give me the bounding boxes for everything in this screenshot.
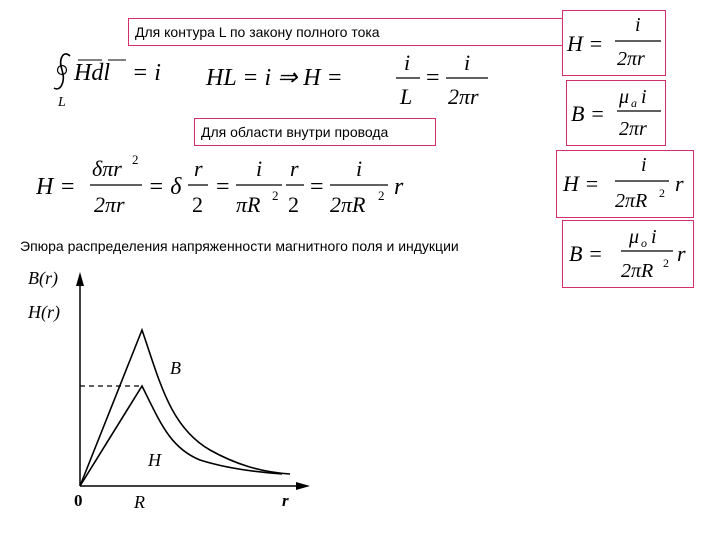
integral-equals-i: = i: [132, 60, 161, 86]
eq-sign: =: [426, 65, 440, 91]
svg-text:i: i: [651, 226, 657, 248]
svg-text:H =: H =: [567, 31, 604, 56]
f1-num-sup: 2: [132, 152, 139, 167]
svg-text:μ: μ: [619, 86, 630, 108]
line2-lhs: H =: [36, 174, 76, 200]
integral-sub-L: L: [58, 95, 66, 110]
integral-body: Hdl: [74, 60, 110, 86]
svg-text:r: r: [677, 241, 686, 266]
svg-text:2πR: 2πR: [615, 190, 648, 212]
frac1-den: L: [400, 84, 413, 109]
f4-num: r: [290, 156, 299, 181]
svg-text:i: i: [635, 14, 641, 36]
x-axis-arrow-icon: [296, 482, 310, 490]
svg-text:μ: μ: [629, 226, 640, 248]
svg-text:r: r: [675, 171, 684, 196]
formula-box-h-inside: [556, 150, 694, 218]
line2-tail: r: [394, 174, 404, 200]
r-tick-label: R: [134, 492, 145, 512]
svg-text:H =: H =: [563, 171, 600, 196]
curve-h: [80, 386, 282, 486]
frac2-den: 2πr: [448, 84, 479, 109]
curve-b: [80, 330, 290, 486]
svg-text:B =: B =: [569, 241, 603, 266]
f5-den: 2πR: [330, 192, 366, 217]
formula-box-h-outside: [562, 10, 666, 76]
inside-wire-label: Для области внутри провода: [194, 118, 436, 146]
svg-text:i: i: [641, 154, 647, 176]
y-label-b: B(r): [28, 268, 58, 288]
svg-text:2πR: 2πR: [621, 260, 654, 282]
f4-den: 2: [288, 192, 299, 217]
frac1-num: i: [404, 50, 411, 75]
ampere-law-formula: [48, 48, 508, 118]
f1-num: δπr: [92, 156, 122, 181]
y-label-h: H(r): [28, 302, 60, 322]
formula-box-b-outside: [566, 80, 666, 146]
svg-text:B =: B =: [571, 101, 605, 126]
contour-label: Для контура L по закону полного тока: [128, 18, 574, 46]
f2-den: 2: [192, 192, 203, 217]
field-distribution-graph: [20, 262, 320, 522]
eq3: =: [310, 174, 324, 200]
svg-text:i: i: [641, 86, 647, 108]
formula-box-b-inside: [562, 220, 694, 288]
f3-den-sup: 2: [272, 188, 279, 203]
svg-text:o: o: [641, 236, 647, 250]
eq2: =: [216, 174, 230, 200]
inside-field-formula: [36, 150, 416, 222]
y-axis-arrow-icon: [76, 272, 84, 286]
f5-den-sup: 2: [378, 188, 385, 203]
f5-num: i: [356, 156, 363, 181]
f3-den: πR: [236, 192, 261, 217]
svg-text:2: 2: [663, 256, 669, 270]
epure-title: Эпюра распределения напряженности магнитного поля и индукции: [20, 238, 459, 254]
x-axis-label: r: [282, 491, 289, 510]
f2-num: r: [194, 156, 203, 181]
f1-den: 2πr: [94, 192, 125, 217]
contour-integral-icon: [54, 54, 70, 89]
eq1: = δ: [148, 174, 182, 200]
svg-text:2πr: 2πr: [617, 48, 645, 70]
hl-equation: HL = i ⇒ H =: [206, 65, 343, 91]
svg-text:2: 2: [659, 186, 665, 200]
frac2-num: i: [464, 50, 471, 75]
curve-h-label: H: [148, 450, 161, 470]
svg-text:a: a: [631, 96, 637, 110]
origin-label: 0: [74, 491, 83, 510]
f3-num: i: [256, 156, 263, 181]
curve-b-label: B: [170, 358, 181, 378]
svg-text:2πr: 2πr: [619, 118, 647, 140]
